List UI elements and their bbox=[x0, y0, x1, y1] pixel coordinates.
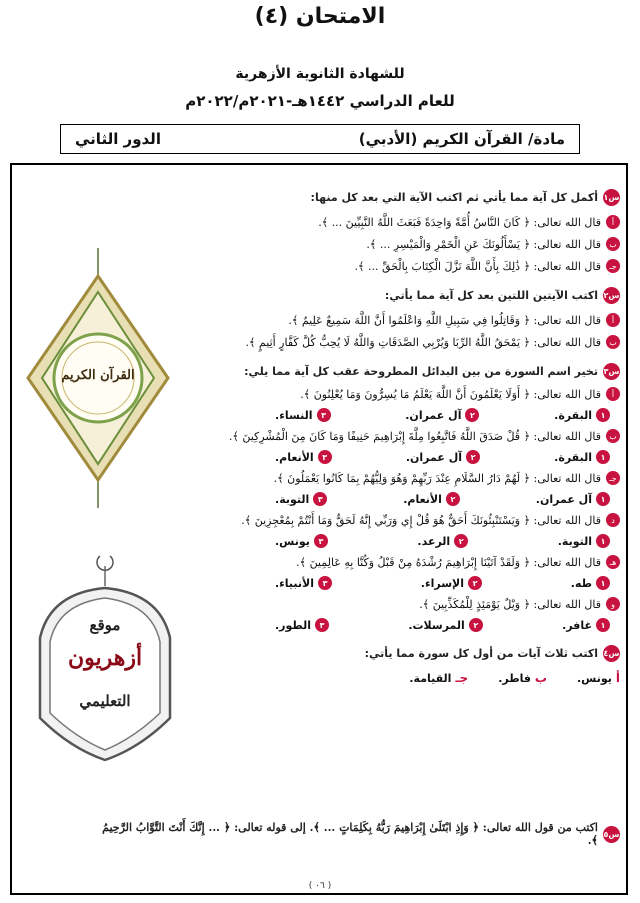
q1-item-a bbox=[215, 211, 620, 233]
option-mark: جـ bbox=[455, 671, 469, 685]
q5-prompt: اكتب من قول الله تعالى: ﴿ وَإِذِ ابْتَلَىٰ إِبْرَاهِيمَ رَبُّهُ بِكَلِمَاتٍ ... ﴾. إلى قوله تعالى: ﴿ ... إِنَّكَ أَنْتَ التَّوَّابُ الرَّحِيمُ ﴾. bbox=[102, 821, 598, 847]
q5-header bbox=[90, 821, 620, 847]
q3-item-e bbox=[215, 551, 620, 573]
site-name: أزهريون bbox=[67, 645, 143, 671]
item-text: قال الله تعالى: ﴿ لَهُمْ دَارُ السَّلَامِ عِنْدَ رَبِّهِمْ وَهُوَ وَلِيُّهُمْ بِمَا كَانُوا يَعْمَلُونَ ﴾. bbox=[273, 471, 601, 485]
q2-badge: س٢ bbox=[603, 287, 620, 304]
q3-d-options bbox=[215, 531, 620, 551]
item-mark: جـ bbox=[606, 259, 620, 273]
option-number: ١ bbox=[596, 534, 610, 548]
option-text: الأنبياء. bbox=[275, 576, 315, 590]
option-3 bbox=[275, 618, 329, 632]
option-3 bbox=[275, 492, 327, 506]
option-number: ٢ bbox=[466, 450, 480, 464]
q4-option-b bbox=[498, 671, 547, 685]
exam-title: الامتحان (٤) bbox=[254, 4, 386, 29]
option-text: الإسراء. bbox=[420, 576, 464, 590]
q3-item-b bbox=[215, 425, 620, 447]
q3-item-f bbox=[215, 593, 620, 615]
option-number: ١ bbox=[596, 450, 610, 464]
q4-option-c bbox=[409, 671, 468, 685]
option-mark: أ bbox=[615, 671, 620, 685]
option-number: ٢ bbox=[465, 408, 479, 422]
subject-box bbox=[60, 124, 580, 154]
item-text: قال الله تعالى: ﴿ وَيَسْتَنْبِئُونَكَ أَحَقٌّ هُوَ قُلْ إِي وَرَبِّي إِنَّهُ لَحَقٌّ وَمَا أَنْتُمْ بِمُعْجِزِينَ ﴾. bbox=[241, 513, 601, 527]
option-3 bbox=[275, 534, 328, 548]
certificate-line: للشهادة الثانوية الأزهرية bbox=[235, 66, 405, 82]
q1-badge: س١ bbox=[603, 189, 620, 206]
item-text: قال الله تعالى: ﴿ قُلْ صَدَقَ اللَّهُ فَاتَّبِعُوا مِلَّةَ إِبْرَاهِيمَ حَنِيفًا وَمَا كَانَ مِنَ الْمُشْرِكِينَ ﴾. bbox=[228, 429, 601, 443]
q3-e-options bbox=[215, 573, 620, 593]
option-mark: ب bbox=[534, 671, 547, 685]
option-1 bbox=[571, 576, 610, 590]
academic-year-line: للعام الدراسي ١٤٤٢هـ-٢٠٢١م/٢٠٢٢م bbox=[185, 92, 455, 110]
item-mark: ب bbox=[606, 237, 620, 251]
subject-label: مادة/ القرآن الكريم (الأدبي) bbox=[358, 130, 565, 148]
site-top-word: موقع bbox=[89, 616, 121, 634]
option-text: التوبة. bbox=[275, 492, 310, 506]
option-number: ٣ bbox=[317, 408, 331, 422]
q4-options bbox=[215, 667, 620, 689]
option-1 bbox=[536, 492, 610, 506]
option-2 bbox=[421, 576, 482, 590]
option-number: ٢ bbox=[446, 492, 460, 506]
option-2 bbox=[406, 450, 480, 464]
option-number: ٢ bbox=[469, 618, 483, 632]
item-mark: أ bbox=[606, 215, 620, 229]
option-text: آل عمران. bbox=[405, 408, 462, 422]
site-bottom-word: التعليمي bbox=[79, 692, 131, 710]
item-text: قال الله تعالى: ﴿ أَوَلَا يَعْلَمُونَ أَنَّ اللَّهَ يَعْلَمُ مَا يُسِرُّونَ وَمَا يُعْلِنُونَ ﴾. bbox=[300, 387, 601, 401]
option-text: القيامة. bbox=[409, 671, 452, 685]
q4-prompt: اكتب ثلاث آيات من أول كل سورة مما يأتي: bbox=[364, 646, 598, 660]
option-3 bbox=[275, 576, 332, 590]
option-number: ٣ bbox=[318, 576, 332, 590]
q3-item-c bbox=[215, 467, 620, 489]
q4-option-a bbox=[577, 671, 620, 685]
item-text: قال الله تعالى: ﴿ يَمْحَقُ اللَّهُ الرِّبَا وَيُرْبِي الصَّدَقَاتِ وَاللَّهُ لَا يُحِبُّ كُلَّ كَفَّارٍ أَثِيمٍ ﴾. bbox=[245, 335, 601, 349]
questions-area bbox=[215, 175, 620, 689]
q3-item-d bbox=[215, 509, 620, 531]
q1-item-b bbox=[215, 233, 620, 255]
option-3 bbox=[275, 450, 332, 464]
option-text: النساء. bbox=[275, 408, 313, 422]
q1-item-c bbox=[215, 255, 620, 277]
option-number: ٣ bbox=[314, 534, 328, 548]
item-mark: جـ bbox=[606, 471, 620, 485]
option-2 bbox=[405, 408, 479, 422]
option-text: البقرة. bbox=[554, 450, 592, 464]
option-text: فاطر. bbox=[498, 671, 531, 685]
option-number: ١ bbox=[596, 492, 610, 506]
option-number: ١ bbox=[596, 408, 610, 422]
item-text: قال الله تعالى: ﴿ ذَٰلِكَ بِأَنَّ اللَّهَ نَزَّلَ الْكِتَابَ بِالْحَقِّ ... ﴾. bbox=[354, 259, 601, 273]
option-number: ٢ bbox=[468, 576, 482, 590]
item-mark: ب bbox=[606, 429, 620, 443]
q4-badge: س٤ bbox=[603, 645, 620, 662]
option-number: ٢ bbox=[454, 534, 468, 548]
option-text: البقرة. bbox=[554, 408, 592, 422]
option-1 bbox=[554, 450, 610, 464]
option-number: ١ bbox=[596, 618, 610, 632]
item-text: قال الله تعالى: ﴿ كَانَ النَّاسُ أُمَّةً وَاحِدَةً فَبَعَثَ اللَّهُ النَّبِيِّينَ ... ﴾. bbox=[318, 215, 601, 229]
option-text: الأنعام. bbox=[403, 492, 442, 506]
q3-a-options bbox=[215, 405, 620, 425]
option-text: الرعد. bbox=[417, 534, 451, 548]
q3-header bbox=[215, 363, 620, 379]
option-text: يونس. bbox=[275, 534, 310, 548]
option-1 bbox=[562, 618, 610, 632]
option-3 bbox=[275, 408, 331, 422]
option-text: الأنعام. bbox=[275, 450, 314, 464]
q3-f-options bbox=[215, 615, 620, 635]
option-number: ١ bbox=[596, 576, 610, 590]
q3-badge: س٣ bbox=[603, 363, 620, 380]
q3-b-options bbox=[215, 447, 620, 467]
item-text: قال الله تعالى: ﴿ يَسْأَلُونَكَ عَنِ الْخَمْرِ وَالْمَيْسِرِ ... ﴾. bbox=[366, 237, 601, 251]
q2-header bbox=[215, 287, 620, 303]
item-mark: أ bbox=[606, 387, 620, 401]
option-number: ٣ bbox=[313, 492, 327, 506]
item-mark: و bbox=[606, 597, 620, 611]
option-text: يونس. bbox=[576, 671, 612, 685]
option-text: آل عمران. bbox=[535, 492, 592, 506]
option-text: آل عمران. bbox=[405, 450, 463, 464]
q2-prompt: اكتب الآيتين اللتين بعد كل آية مما يأتي: bbox=[384, 288, 598, 302]
page-number: ( ٠٦ ) bbox=[308, 881, 332, 891]
option-text: غافر. bbox=[562, 618, 592, 632]
item-mark: د bbox=[606, 513, 620, 527]
option-text: الطور. bbox=[275, 618, 312, 632]
option-number: ٣ bbox=[318, 450, 332, 464]
item-mark: ب bbox=[606, 335, 620, 349]
item-text: قال الله تعالى: ﴿ وَقَاتِلُوا فِي سَبِيلِ اللَّهِ وَاعْلَمُوا أَنَّ اللَّهَ سَمِيعٌ عَلِيمٌ ﴾. bbox=[288, 313, 601, 327]
item-mark: هـ bbox=[606, 555, 620, 569]
option-1 bbox=[554, 408, 610, 422]
item-text: قال الله تعالى: ﴿ وَلَقَدْ آتَيْنَا إِبْرَاهِيمَ رُشْدَهُ مِنْ قَبْلُ وَكُنَّا بِهِ عَالِمِينَ ﴾. bbox=[296, 555, 601, 569]
option-text: التوبة. bbox=[557, 534, 592, 548]
q5-block bbox=[90, 821, 620, 847]
round-label: الدور الثاني bbox=[75, 130, 161, 148]
q3-c-options bbox=[215, 489, 620, 509]
option-2 bbox=[403, 492, 460, 506]
q1-header bbox=[215, 189, 620, 205]
option-2 bbox=[408, 618, 483, 632]
q2-item-a bbox=[215, 309, 620, 331]
emblem-text: القرآن الكريم bbox=[61, 368, 135, 383]
option-text: طه. bbox=[570, 576, 592, 590]
option-number: ٣ bbox=[315, 618, 329, 632]
q5-badge: س٥ bbox=[603, 826, 620, 843]
q4-header bbox=[215, 645, 620, 661]
item-mark: أ bbox=[606, 313, 620, 327]
option-2 bbox=[417, 534, 468, 548]
item-text: قال الله تعالى: ﴿ وَيْلٌ يَوْمَئِذٍ لِلْمُكَذِّبِينَ ﴾. bbox=[419, 597, 601, 611]
option-text: المرسلات. bbox=[408, 618, 465, 632]
q3-prompt: تخير اسم السورة من بين البدائل المطروحة عقب كل آية مما يلي: bbox=[244, 364, 598, 378]
q1-prompt: أكمل كل آية مما يأتي ثم اكتب الآية التي بعد كل منها: bbox=[310, 190, 598, 204]
q3-item-a bbox=[215, 383, 620, 405]
q2-item-b bbox=[215, 331, 620, 353]
option-1 bbox=[558, 534, 610, 548]
